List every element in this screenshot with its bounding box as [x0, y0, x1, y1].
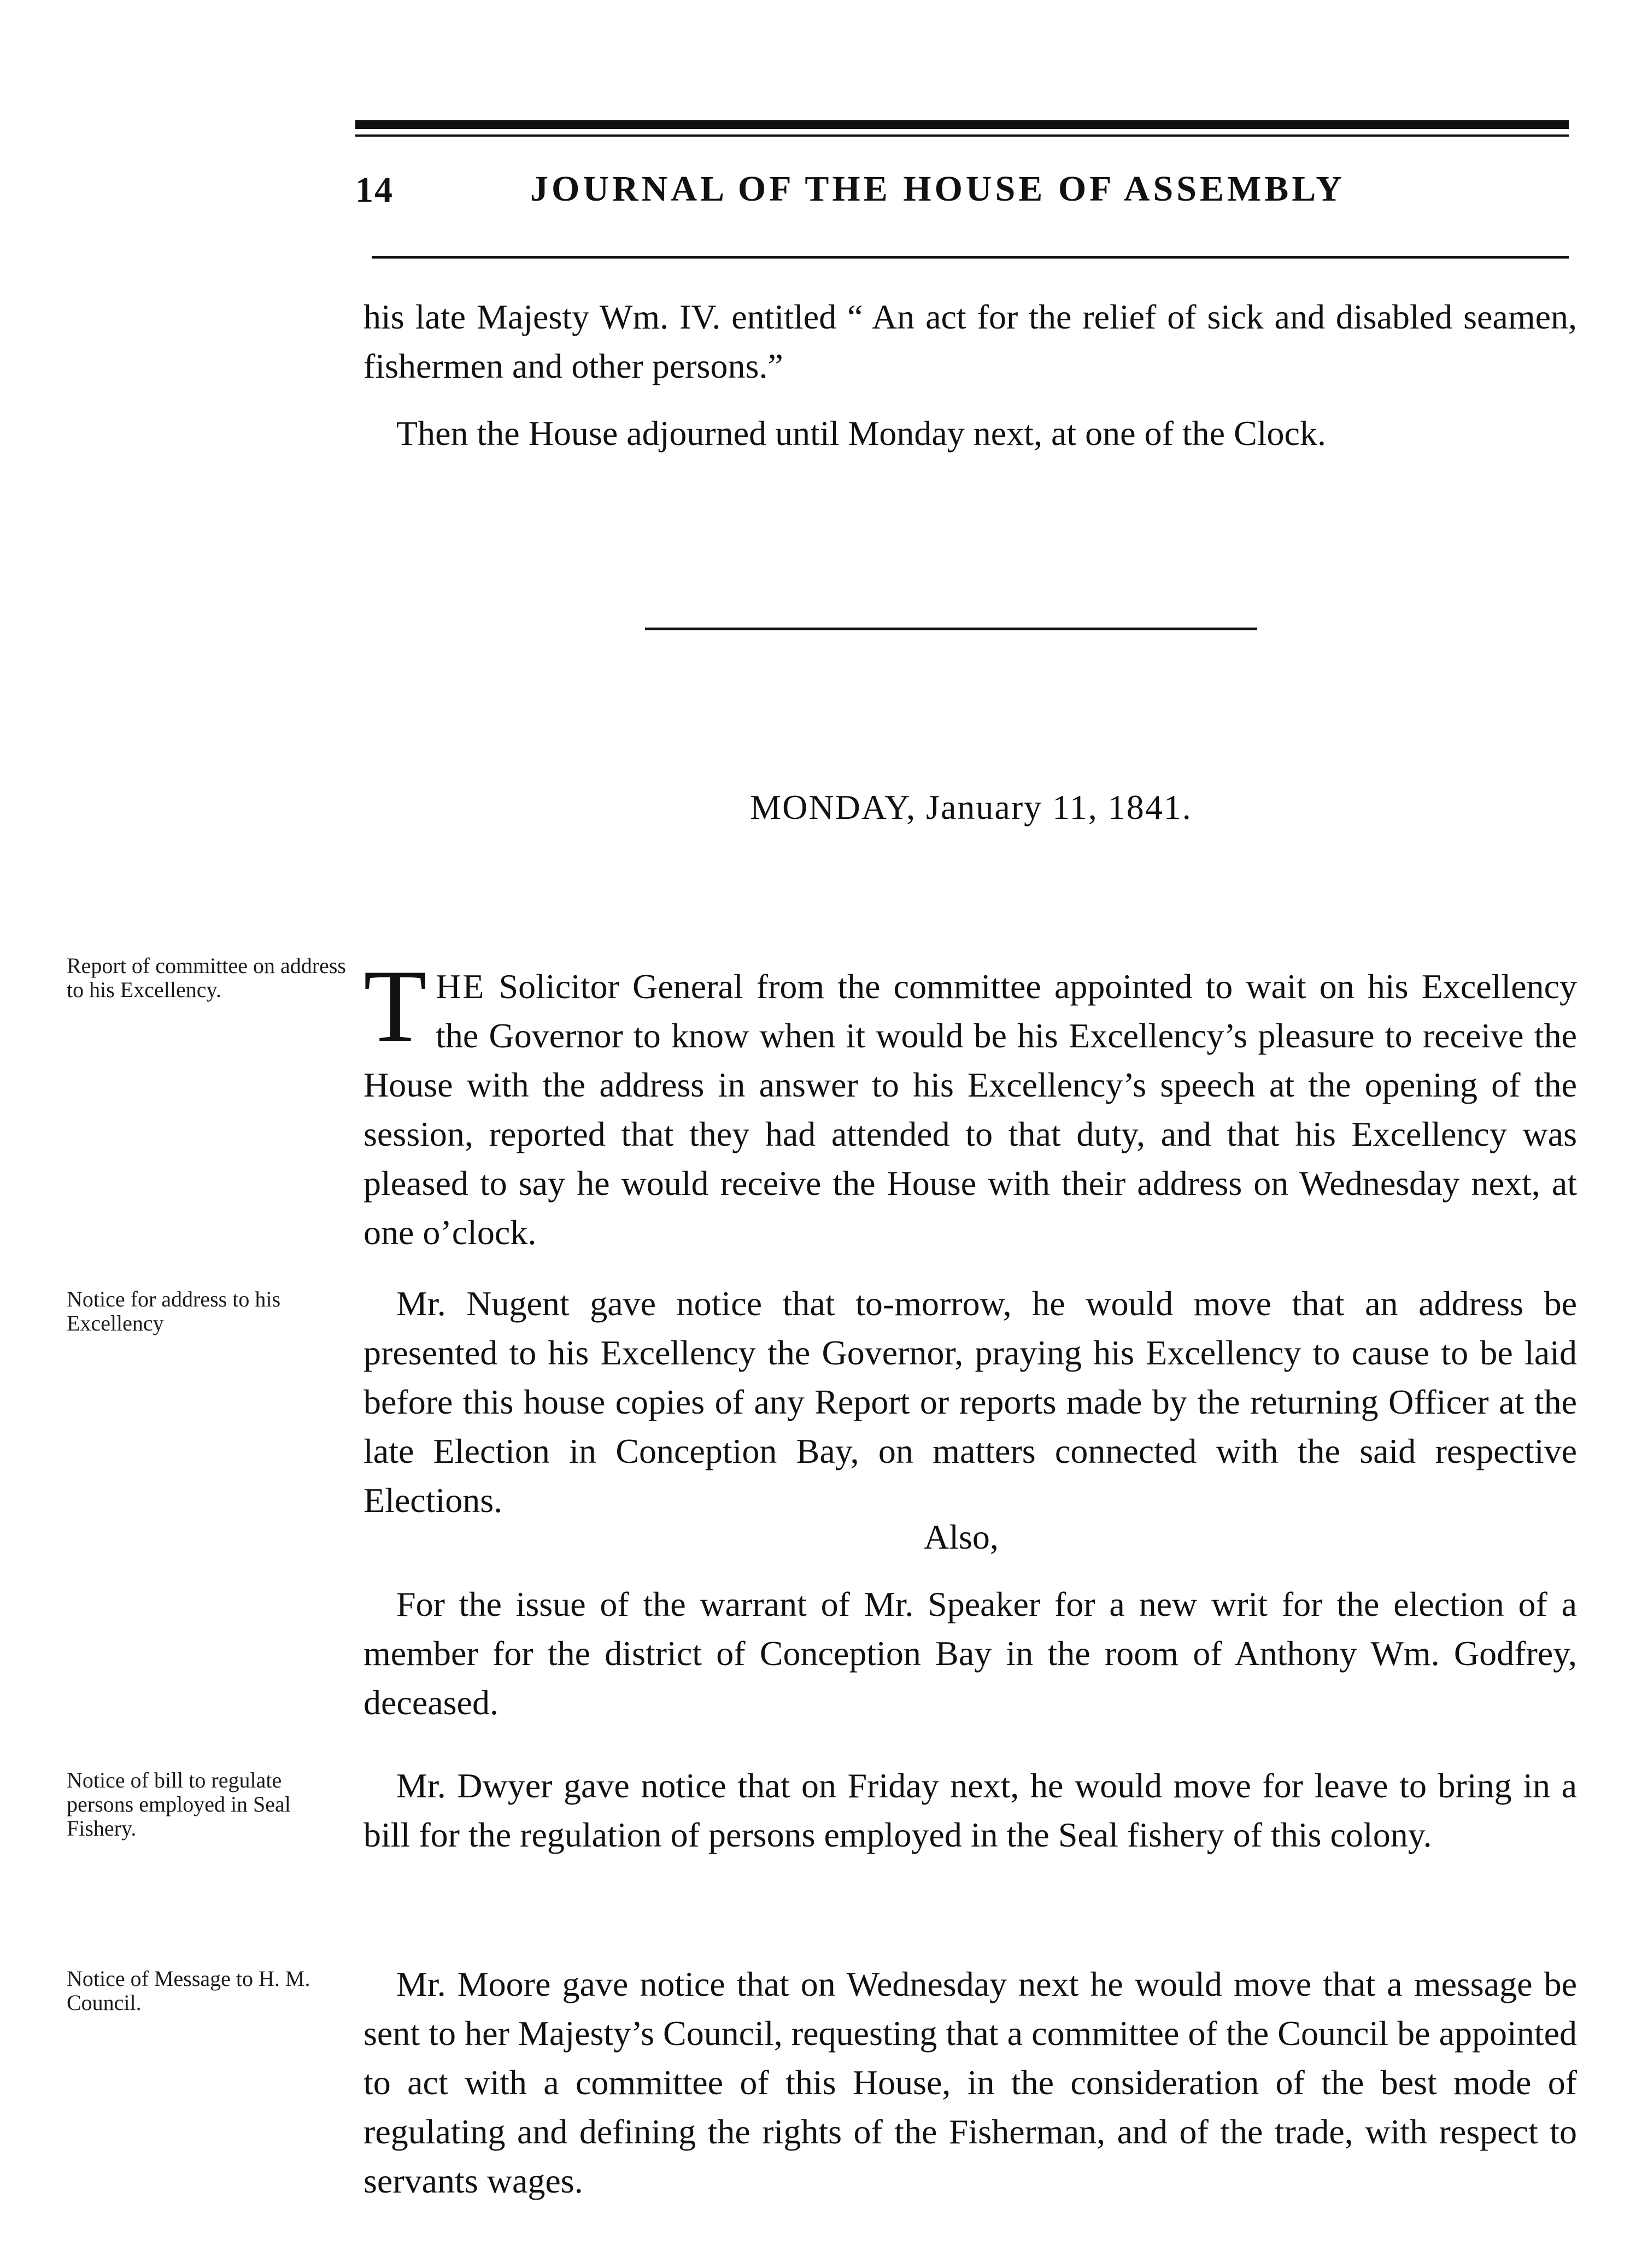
margin-note-seal-fishery: Notice of bill to regulate persons employed in Seal Fishery.: [67, 1768, 291, 1841]
date-heading: MONDAY, January 11, 1841.: [750, 788, 1192, 827]
entry-address-notice: Mr. Nugent gave notice that to-morrow, he would move that an address be presented to his Excellency the Governor, praying his Excellency to cause to be laid before this house copies of any Report or reports made by the returning Officer at the late Election in Conception Bay, on matters connected with the said respective Elections.: [363, 1284, 1577, 1520]
page-title: JOURNAL OF THE HOUSE OF ASSEMBLY: [530, 169, 1345, 209]
entry-report-committee: [363, 949, 1578, 1257]
page-number: 14: [355, 170, 394, 210]
entry-writ-election: For the issue of the warrant of Mr. Speaker for a new writ for the election of a member for the district of Conception Bay in the room of Anthony Wm. Godfrey, deceased.: [363, 1585, 1577, 1722]
header-rule: [372, 256, 1569, 259]
entry-seal-fishery: Mr. Dwyer gave notice that on Friday next, he would move for leave to bring in a bill for the regulation of persons employed in the Seal fishery of this colony.: [363, 1766, 1577, 1854]
top-rule-thick: [355, 120, 1569, 129]
margin-note-council-message: Notice of Message to H. M. Council.: [67, 1966, 310, 2015]
entry-report-committee-text: Solicitor General from the committee appointed to wait on his Excellency the Governor to know when it would be his Excellency’s pleasure to receive the House with the address in answer to his Excellency’s speech at the opening of the session, reported that they had attended to that duty, and that his Excellency was pleased to say he would receive the House with their address on Wednesday next, at one o’clock.: [363, 967, 1578, 1252]
continuation-paragraph: his late Majesty Wm. IV. entitled “ An act for the relief of sick and disabled seamen, fishermen and other persons.”: [363, 297, 1577, 385]
margin-note-report-committee: Report of committee on address to his Excellency.: [67, 953, 346, 1002]
drop-cap: T: [363, 949, 427, 1064]
top-rule-thin: [355, 134, 1569, 137]
first-word: HE: [436, 967, 486, 1006]
margin-note-address-notice: Notice for address to his Excellency: [67, 1287, 281, 1335]
entry-council-message: Mr. Moore gave notice that on Wednesday next he would move that a message be sent to her Majesty’s Council, requesting that a committee of the Council be appointed to act with a committee of this House, in the consideration of the best mode of regulating and defining the rights of the Fisherman, and of the trade, with respect to servants wages.: [363, 1965, 1577, 2200]
also-label: Also,: [924, 1517, 999, 1556]
section-divider: [645, 628, 1257, 630]
adjournment-paragraph: Then the House adjourned until Monday next, at one of the Clock.: [396, 414, 1326, 453]
page-header: [355, 164, 1580, 230]
